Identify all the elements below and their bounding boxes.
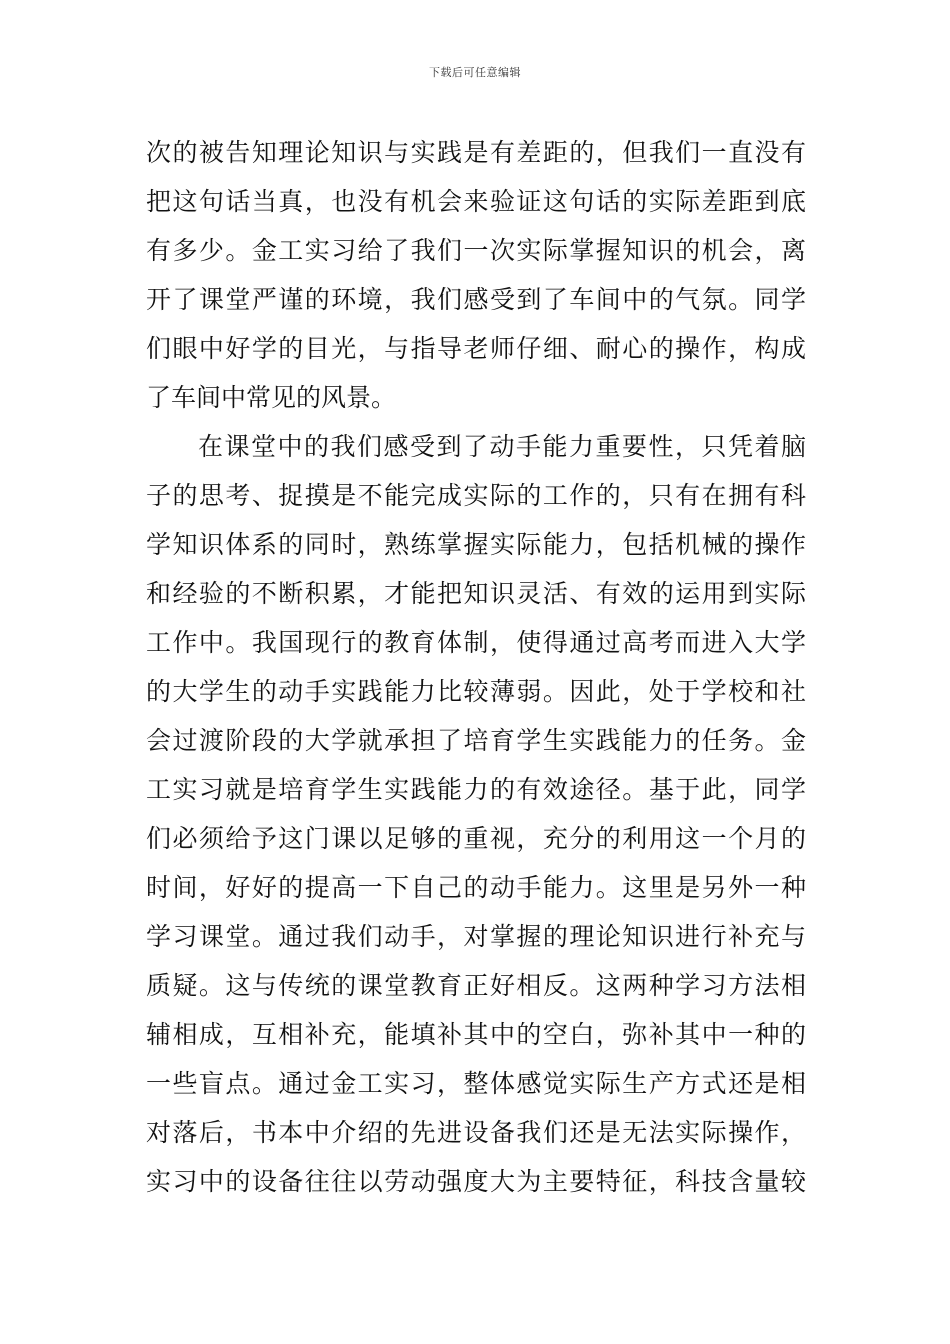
text-line: 有多少。金工实习给了我们一次实际掌握知识的机会，离 [146, 236, 806, 265]
text-line: 工实习就是培育学生实践能力的有效途径。基于此，同学 [146, 775, 806, 804]
text-line: 实习中的设备往往以劳动强度大为主要特征，科技含量较 [146, 1167, 806, 1196]
text-line: 把这句话当真，也没有机会来验证这句话的实际差距到底 [146, 187, 806, 216]
text-line: 学知识体系的同时，熟练掌握实际能力，包括机械的操作 [146, 530, 806, 559]
text-line: 工作中。我国现行的教育体制，使得通过高考而进入大学 [146, 628, 806, 657]
text-line: 们必须给予这门课以足够的重视，充分的利用这一个月的 [146, 824, 806, 853]
paragraph-1 [146, 128, 806, 422]
text-line: 次的被告知理论知识与实践是有差距的，但我们一直没有 [146, 138, 806, 167]
text-line: 质疑。这与传统的课堂教育正好相反。这两种学习方法相 [146, 971, 806, 1000]
text-line: 辅相成，互相补充，能填补其中的空白，弥补其中一种的 [146, 1020, 806, 1049]
text-line: 时间，好好的提高一下自己的动手能力。这里是另外一种 [146, 873, 806, 902]
text-line: 学习课堂。通过我们动手，对掌握的理论知识进行补充与 [146, 922, 806, 951]
text-line: 一些盲点。通过金工实习，整体感觉实际生产方式还是相 [146, 1069, 806, 1098]
text-line: 的大学生的动手实践能力比较薄弱。因此，处于学校和社 [146, 677, 806, 706]
text-line: 们眼中好学的目光，与指导老师仔细、耐心的操作，构成 [146, 334, 806, 363]
text-line: 会过渡阶段的大学就承担了培育学生实践能力的任务。金 [146, 726, 806, 755]
text-line: 在课堂中的我们感受到了动手能力重要性，只凭着脑 [198, 432, 806, 461]
text-line: 对落后，书本中介绍的先进设备我们还是无法实际操作， [146, 1118, 806, 1147]
text-line: 开了课堂严谨的环境，我们感受到了车间中的气氛。同学 [146, 285, 806, 314]
paragraph-2 [146, 422, 806, 1206]
page-header: 下载后可任意编辑 [429, 66, 521, 79]
text-line: 和经验的不断积累，才能把知识灵活、有效的运用到实际 [146, 579, 806, 608]
text-line: 子的思考、捉摸是不能完成实际的工作的，只有在拥有科 [146, 481, 806, 510]
text-line: 了车间中常见的风景。 [146, 383, 397, 412]
document-body [146, 128, 806, 1206]
